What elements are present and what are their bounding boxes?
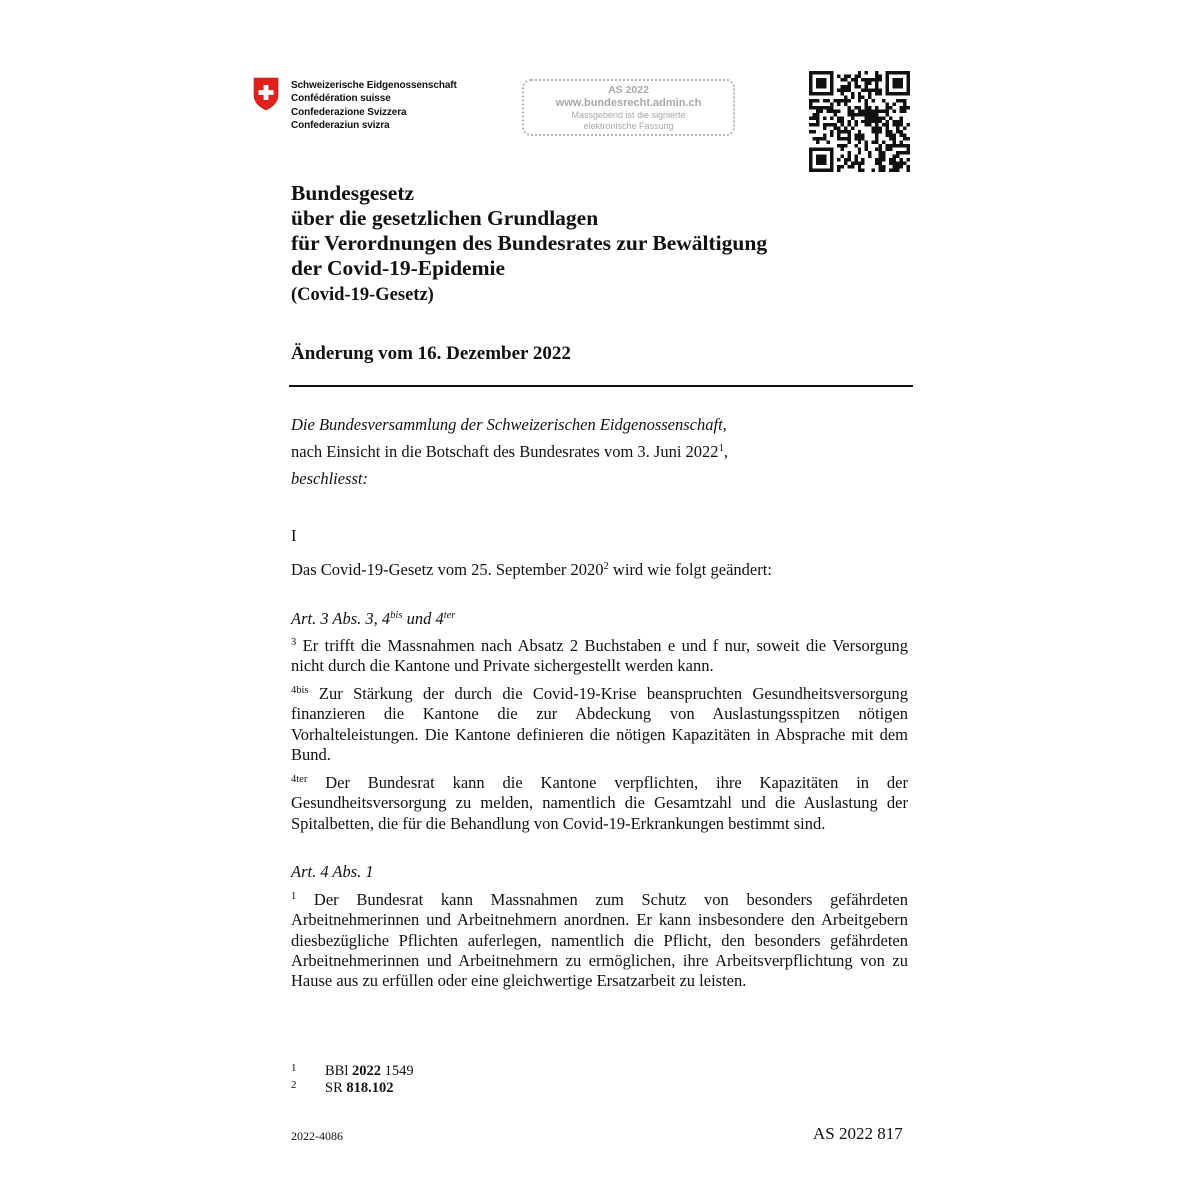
- stamp-url: www.bundesrecht.admin.ch: [555, 97, 702, 109]
- art3-heading-sup-ter: ter: [443, 610, 456, 621]
- section-intro: [291, 560, 772, 580]
- confederation-name-rm: Confederaziun svizra: [291, 120, 390, 132]
- footnote-2-bold: 818.102: [346, 1080, 394, 1096]
- art3-paragraph-3: [291, 636, 908, 677]
- art3-p4ter-number: 4ter: [291, 774, 308, 785]
- preamble-line-2-end: ,: [723, 442, 728, 461]
- art3-paragraph-4bis: [291, 684, 908, 765]
- art3-p4bis-number: 4bis: [291, 685, 309, 696]
- art4-p1-number: 1: [291, 891, 297, 902]
- short-title: (Covid-19-Gesetz): [291, 285, 434, 305]
- art3-heading: [291, 609, 455, 629]
- stamp-note-1: Massgebend ist die signierte: [571, 110, 686, 120]
- preamble-line-1: Die Bundesversammlung der Schweizerischen Eidgenossenschaft,: [291, 415, 727, 434]
- document-number: 2022-4086: [291, 1129, 343, 1143]
- section-intro-end: wird wie folgt geändert:: [608, 560, 772, 579]
- title-divider: [289, 385, 913, 387]
- section-intro-text: Das Covid-19-Gesetz vom 25. September 2020: [291, 560, 604, 579]
- confederation-names: [291, 79, 457, 133]
- art4-heading: Art. 4 Abs. 1: [291, 862, 374, 881]
- official-publication-stamp: [522, 79, 735, 136]
- swiss-coat-of-arms-icon: [253, 77, 279, 111]
- footnote-2-prefix: SR: [325, 1080, 347, 1096]
- footnote-2-number: 2: [291, 1079, 297, 1091]
- art3-heading-b: und 4: [402, 609, 444, 628]
- footnote-1: [291, 1062, 414, 1080]
- title-line-2: über die gesetzlichen Grundlagen: [291, 206, 599, 230]
- art4-paragraph-1: [291, 890, 908, 991]
- stamp-as-year: AS 2022: [608, 84, 649, 96]
- footnote-1-bold: 2022: [352, 1063, 381, 1079]
- preamble-line-2: [291, 442, 728, 462]
- footnote-1-prefix: BBl: [325, 1063, 352, 1079]
- law-title: [291, 181, 767, 281]
- footnote-2: [291, 1079, 394, 1097]
- footnote-ref-2[interactable]: 2: [603, 561, 609, 572]
- preamble-line-3: beschliesst:: [291, 469, 368, 488]
- confederation-name-it: Confederazione Svizzera: [291, 106, 407, 118]
- art3-heading-a: Art. 3 Abs. 3, 4: [291, 609, 391, 628]
- art3-p4bis-text: Zur Stärkung der durch die Covid-19-Krise beanspruchten Gesundheitsversorgung finanzieren die Kantone die zur Abdeckung von Auslastungsspitzen nötigen Vorhalteleistungen. Die Kantone definieren die nötigen Kapazitäten in Absprache mit dem Bund.: [291, 684, 908, 764]
- footnote-ref-1[interactable]: 1: [718, 443, 724, 454]
- footnote-1-number: 1: [291, 1062, 297, 1074]
- art3-p3-text: Er trifft die Massnahmen nach Absatz 2 Buchstaben e und f nur, soweit die Versorgung nicht durch die Kantone und Private sichergestellt werden kann.: [291, 636, 908, 676]
- qr-code-icon: [809, 71, 910, 172]
- art3-p3-number: 3: [291, 637, 297, 648]
- footnote-1-suffix: 1549: [381, 1063, 414, 1079]
- title-line-4: der Covid-19-Epidemie: [291, 256, 506, 280]
- preamble-line-2-text: nach Einsicht in die Botschaft des Bundesrates vom 3. Juni 2022: [291, 442, 719, 461]
- title-line-1: Bundesgesetz: [291, 181, 415, 205]
- section-numeral: I: [291, 526, 297, 545]
- as-reference: AS 2022 817: [813, 1124, 903, 1143]
- title-line-3: für Verordnungen des Bundesrates zur Bewältigung: [291, 231, 768, 255]
- confederation-name-fr: Confédération suisse: [291, 93, 391, 105]
- art3-p4ter-text: Der Bundesrat kann die Kantone verpflichten, ihre Kapazitäten in der Gesundheitsversorgung zu melden, namentlich die Gesamtzahl und die Auslastung der Spitalbetten, die für die Behandlung von Covid-19-Erkrankungen bestimmt sind.: [291, 773, 908, 833]
- art3-paragraph-4ter: [291, 773, 908, 834]
- art4-p1-text: Der Bundesrat kann Massnahmen zum Schutz von besonders gefährdeten Arbeitnehmerinnen und Arbeitnehmern anordnen. Er kann insbesondere den Arbeitgebern diesbezügliche Pflichten auferlegen, namentlich die Pflicht, den besonders gefährdeten Arbeitnehmerinnen und Arbeitnehmern zu ermöglichen, ihre Arbeitsverpflichtung von zu Hause aus zu erfüllen oder eine gleichwertige Ersatzarbeit zu leisten.: [291, 890, 908, 991]
- stamp-note-2: elektronische Fassung: [583, 121, 674, 131]
- amendment-date: Änderung vom 16. Dezember 2022: [291, 343, 571, 364]
- art3-heading-sup-bis: bis: [390, 610, 403, 621]
- confederation-name-de: Schweizerische Eidgenossenschaft: [291, 80, 457, 91]
